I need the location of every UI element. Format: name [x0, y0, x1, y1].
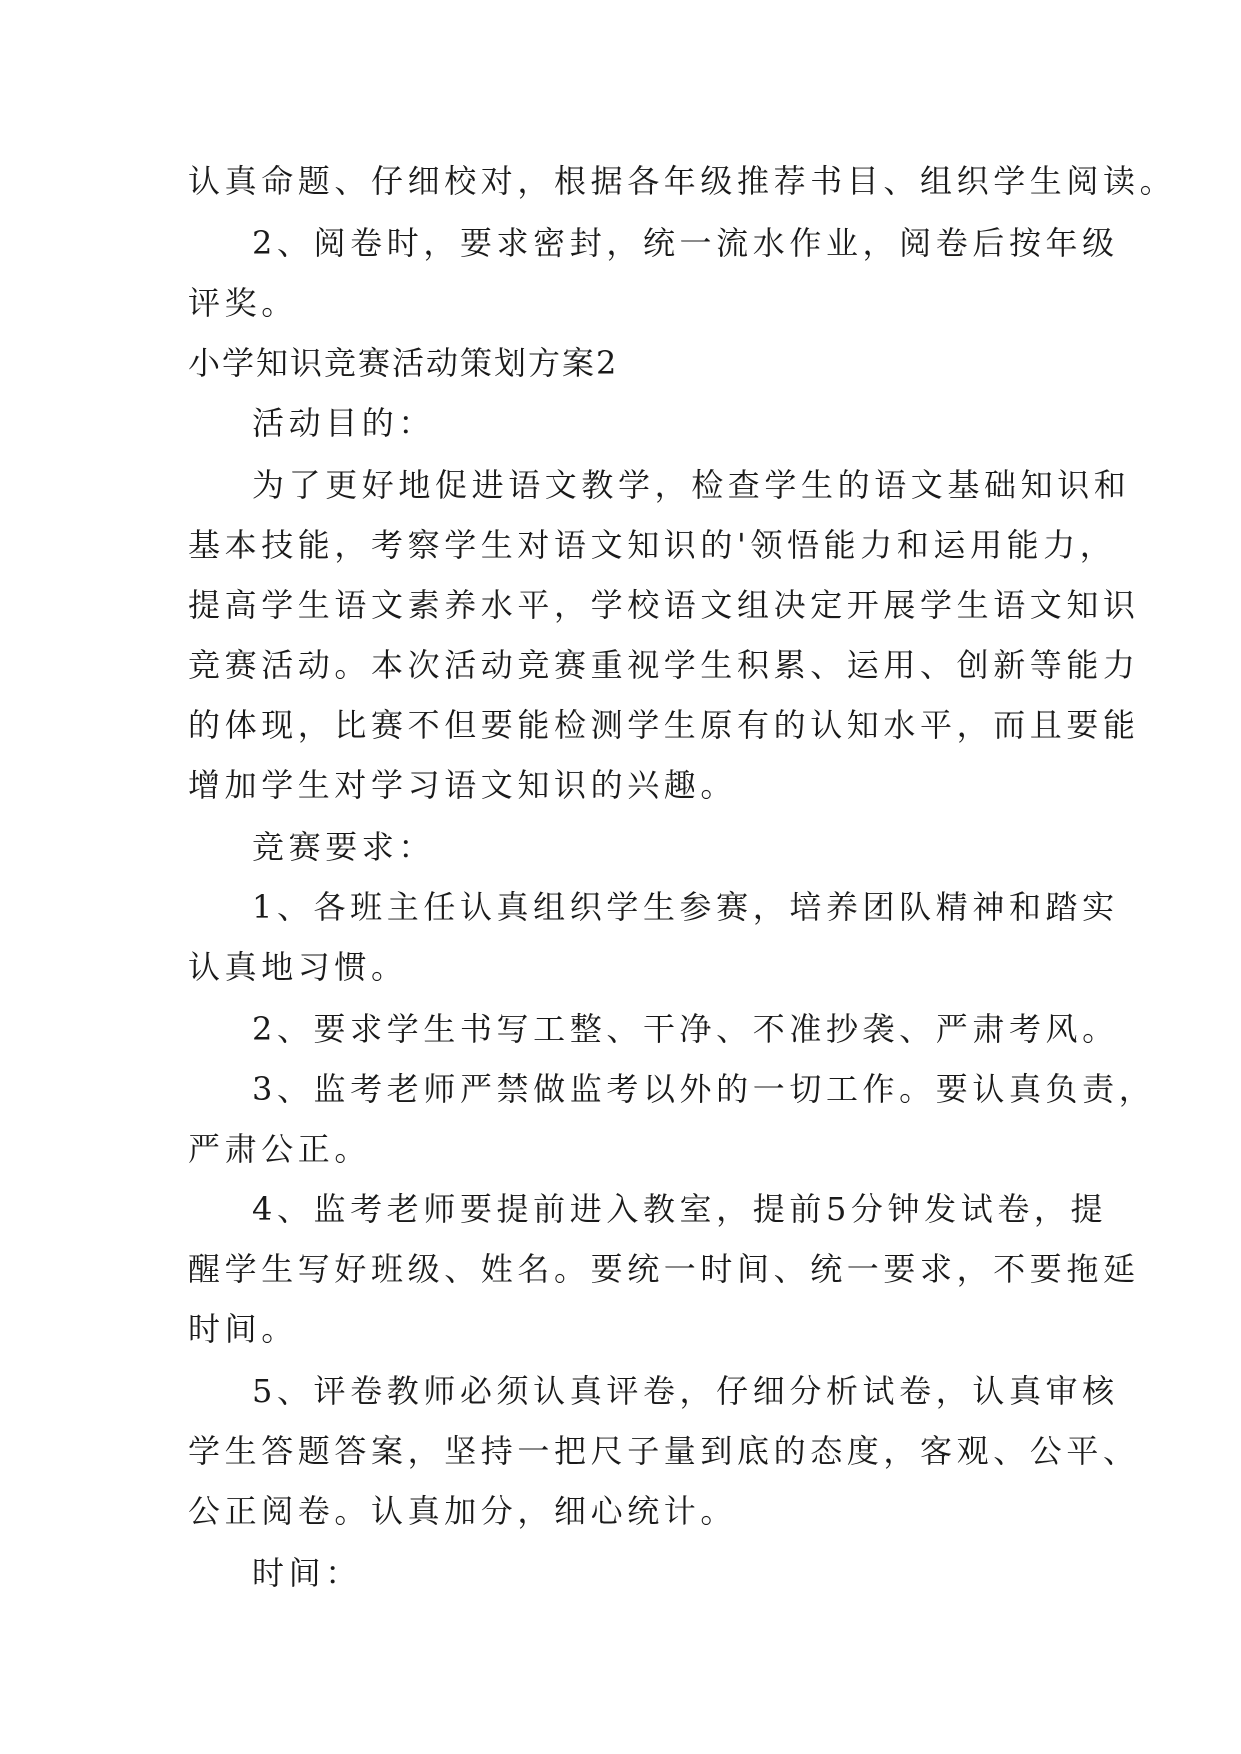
section-heading: 活动目的：	[252, 404, 436, 442]
section-title: 小学知识竞赛活动策划方案2	[188, 344, 619, 382]
text-line: 公正阅卷。认真加分，细心统计。	[188, 1492, 738, 1530]
text-line: 评奖。	[188, 284, 298, 322]
text-line: 认真地习惯。	[188, 948, 408, 986]
text-line: 为了更好地促进语文教学，检查学生的语文基础知识和	[252, 466, 1131, 504]
text-line: 2、阅卷时，要求密封，统一流水作业，阅卷后按年级	[252, 224, 1119, 262]
list-item: 3、监考老师严禁做监考以外的一切工作。要认真负责，	[252, 1070, 1156, 1108]
text-line: 认真命题、仔细校对，根据各年级推荐书目、组织学生阅读。	[188, 162, 1177, 200]
text-line: 学生答题答案，坚持一把尺子量到底的态度，客观、公平、	[188, 1432, 1140, 1470]
text-line: 严肃公正。	[188, 1130, 372, 1168]
list-item: 2、要求学生书写工整、干净、不准抄袭、严肃考风。	[252, 1010, 1119, 1048]
list-item: 5、评卷教师必须认真评卷，仔细分析试卷，认真审核	[252, 1372, 1119, 1410]
list-item: 4、监考老师要提前进入教室，提前5分钟发试卷，提	[252, 1190, 1108, 1228]
text-line: 的体现，比赛不但要能检测学生原有的认知水平，而且要能	[188, 706, 1140, 744]
text-line: 基本技能，考察学生对语文知识的'领悟能力和运用能力，	[188, 526, 1117, 564]
text-line: 增加学生对学习语文知识的兴趣。	[188, 766, 738, 804]
section-heading: 时间：	[252, 1554, 362, 1592]
text-line: 醒学生写好班级、姓名。要统一时间、统一要求，不要拖延	[188, 1250, 1140, 1288]
list-item: 1、各班主任认真组织学生参赛，培养团队精神和踏实	[252, 888, 1119, 926]
text-line: 提高学生语文素养水平，学校语文组决定开展学生语文知识	[188, 586, 1140, 624]
text-line: 竞赛活动。本次活动竞赛重视学生积累、运用、创新等能力	[188, 646, 1140, 684]
section-heading: 竞赛要求：	[252, 828, 436, 866]
text-line: 时间。	[188, 1310, 298, 1348]
